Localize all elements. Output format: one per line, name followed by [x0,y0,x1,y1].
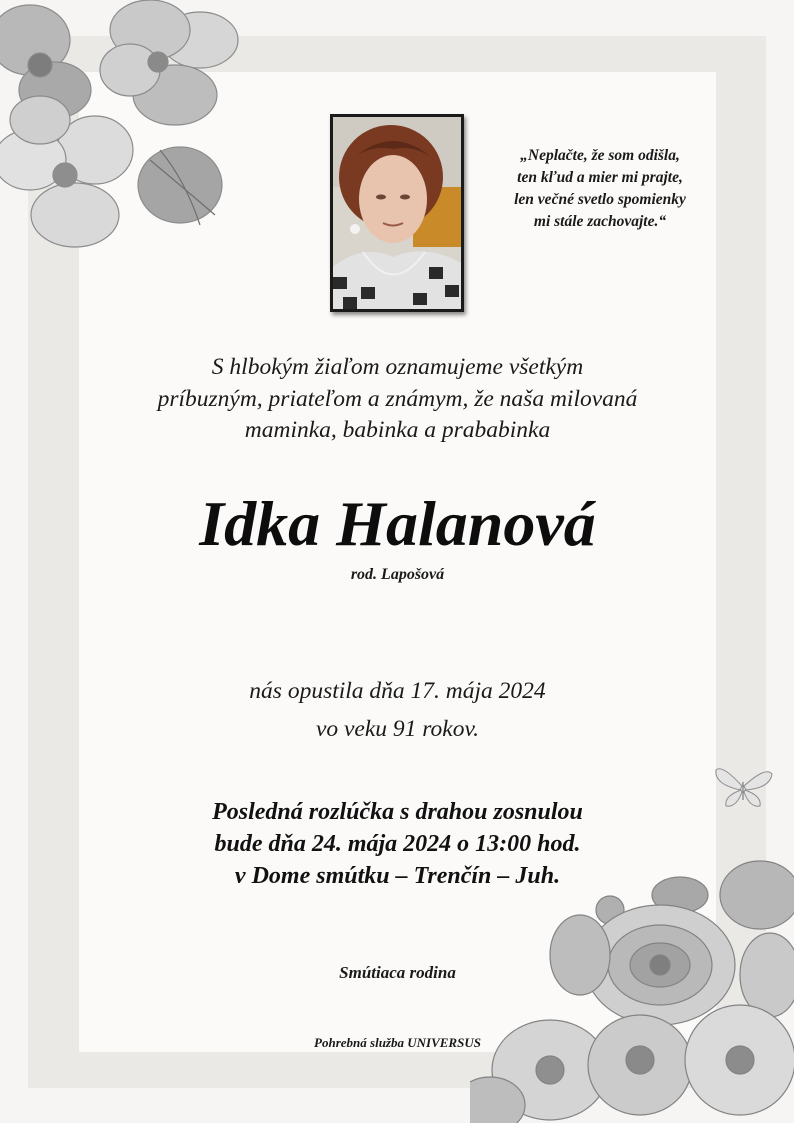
deceased-name: Idka Halanová [199,488,596,559]
announcement-line: príbuzným, priateľom a známym, že naša milovaná [157,385,638,412]
funeral-line: Posledná rozlúčka s drahou zosnulou [212,799,583,825]
portrait-photo [330,114,464,312]
funeral-service-name: Pohrebná služba UNIVERSUS [314,1035,481,1050]
quote-line: mi stále zachovajte.“ [533,213,667,230]
death-info [80,672,715,748]
announcement-line: maminka, babinka a prababinka [244,417,551,443]
quote-line: „Neplačte, že som odišla, [520,147,680,164]
quote-line: len večné svetlo spomienky [514,191,686,208]
quote-line: ten kľud a mier mi prajte, [517,169,683,186]
funeral-line: v Dome smútku – Trenčín – Juh. [234,863,561,889]
signature: Smútiaca rodina [339,963,456,982]
maiden-name: rod. Lapošová [350,566,445,583]
funeral-info [80,796,715,892]
funeral-line: bude dňa 24. mája 2024 o 13:00 hod. [214,831,581,857]
announcement-line: S hlbokým žiaľom oznamujeme všetkým [211,354,584,380]
age-line: vo veku 91 rokov. [315,716,480,742]
memorial-quote [480,145,720,233]
death-date-line: nás opustila dňa 17. mája 2024 [249,678,546,704]
announcement-text [80,352,715,447]
